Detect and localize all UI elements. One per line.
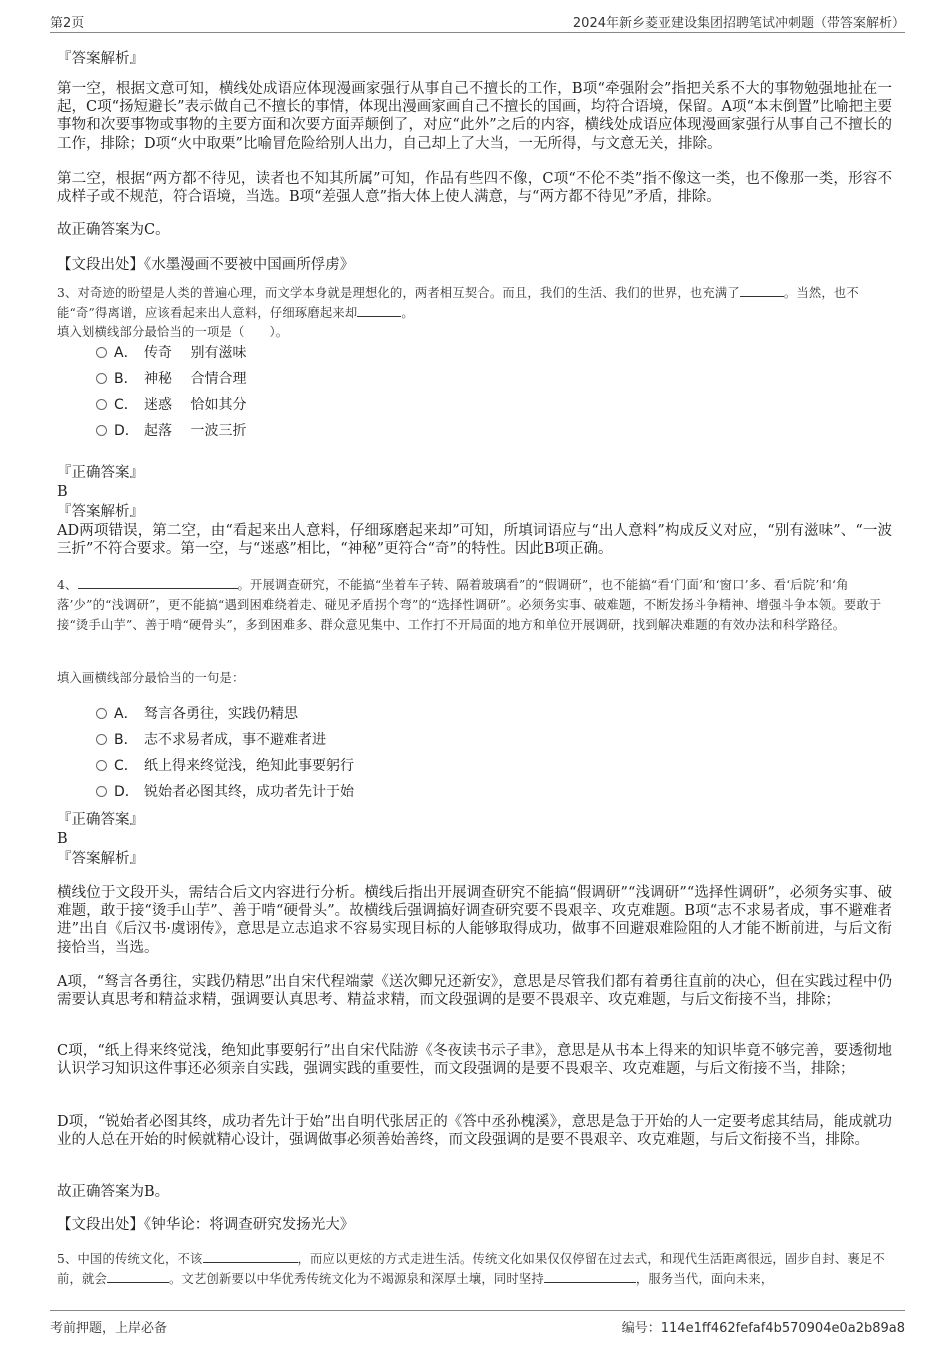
q2-source: 【文段出处】《水墨漫画不要被中国画所俘虏》 [57,257,355,273]
option-letter: A． [114,345,138,361]
q3-stem-text-1: 3、对奇迹的盼望是人类的普遍心理，而文学本身就是理想化的，两者相互契合。而且，我们的生活、我们的世界，也充满了 [57,286,740,300]
option-text: 迷惑 恰如其分 [144,397,247,413]
radio-icon[interactable] [96,786,107,797]
option-letter: C． [114,758,138,774]
q4-analysis-para2: A项，“驽言各勇往，实践仍精思”出自宋代程端蒙《送次卿兄还新安》，意思是尽管我们都有着勇往直前的决心，但在实践过程中仍需要认真思考和精益求精，强调要认真思考、精益求精，而文段强调的是要不畏艰辛、攻克难题，与后文衔接不当，排除； [57,974,892,1009]
q3-answer-label: 『正确答案』 [57,465,144,481]
page-number: 第2页 [50,16,85,31]
q3-answer: B [57,484,68,500]
q2-analysis-para1: 第一空，根据文意可知，横线处成语应体现漫画家强行从事自己不擅长的工作，B项“牵强附会”指把关系不大的事物勉强地扯在一起，C项“扬短避长”表示做自己不擅长的事情，体现出漫画家画自己不擅长的国画，均符合语境，保留。A项“本末倒置”比喻把主要事物和次要事物或事物的主要方面和次要方面弄颠倒了，对应“此外”之后的内容，横线处成语应体现漫画家强行从事自己不擅长的工作，排除；D项“火中取栗”比喻冒危险给别人出力，自己却上了大当，一无所得，与文意无关，排除。 [57,81,892,152]
option-letter: A． [114,706,138,722]
q3-stem-text-2: 。当然， [783,286,834,300]
q4-analysis-para3: C项，“纸上得来终觉浅，绝知此事要躬行”出自宋代陆游《冬夜读书示子聿》，意思是从书本上得来的知识毕竟不够完善，要透彻地认识学习知识这件事还必须亲自实践，强调实践的重要性，而文段强调的是要不畏艰辛、攻克难题，与后文衔接不当，排除； [57,1043,892,1078]
q5-stem [57,1249,892,1289]
q2-analysis-label: 『答案解析』 [57,51,144,67]
q4-option-a[interactable] [96,703,298,725]
q3-stem-text-4: 。 [401,306,414,320]
q4-answer: B [57,831,68,847]
q5-text-5: ，服务当代，面向未来， [635,1272,774,1286]
q4-stem [57,575,892,635]
option-text: 纸上得来终觉浅，绝知此事要躬行 [144,758,354,774]
radio-icon[interactable] [96,760,107,771]
q3-option-d[interactable] [96,420,246,442]
option-text: 起落 一波三折 [144,423,247,439]
page-footer [50,1310,905,1337]
q4-analysis-para1: 横线位于文段开头，需结合后文内容进行分析。横线后指出开展调查研究不能搞“假调研”“浅调研”“选择性调研”，必须务实事、破难题，敢于接“烫手山芋”、善于啃“硬骨头”。故横线后强调搞好调查研究要不畏艰辛、攻克难题。B项“志不求易者成，事不避难者进”出自《后汉书·虞诩传》，意思是立志追求不容易实现目标的人能够取得成功，做事不回避艰难险阻的人才能不断前进，与后文衔接恰当，当选。 [57,885,892,956]
q5-text-2: ，而应以更炫的方式走进生活。传统文化如果仅仅停留在过去式，和现代生活距离很远，固步自 [297,1252,823,1266]
option-letter: D． [114,423,139,439]
radio-icon[interactable] [96,734,107,745]
radio-icon[interactable] [96,373,107,384]
q4-source: 【文段出处】《钟华论：将调查研究发扬光大》 [57,1217,355,1233]
q5-text-3: 封、裹足不前，就会 [57,1252,885,1286]
footer-slogan: 考前押题，上岸必备 [50,1321,168,1336]
q4-option-b[interactable] [96,729,326,751]
q5-text-4: 。文艺创新要以中华优秀传统文化为不竭源泉和深厚土壤，同时坚持 [169,1272,544,1286]
q4-analysis-label: 『答案解析』 [57,851,144,867]
q4-answer-label: 『正确答案』 [57,812,144,828]
radio-icon[interactable] [96,347,107,358]
option-letter: D． [114,784,139,800]
q4-option-d[interactable] [96,781,354,803]
option-letter: B． [114,732,138,748]
q3-stem-text-3: 也不能“奇”得离谱，应该看起来出人意料，仔细琢磨起来却 [57,286,859,320]
q5-blank-3 [544,1270,636,1283]
q3-analysis-label: 『答案解析』 [57,504,144,520]
q3-stem [57,283,892,323]
page-header [50,10,905,33]
q3-prompt: 填入划横线部分最恰当的一项是（ ）。 [57,325,289,339]
document-title: 2024年新乡菱亚建设集团招聘笔试冲刺题（带答案解析） [572,16,905,31]
radio-icon[interactable] [96,425,107,436]
q3-blank-1 [740,284,784,297]
option-letter: B． [114,371,138,387]
radio-icon[interactable] [96,399,107,410]
q5-blank-1 [203,1250,298,1263]
q3-option-b[interactable] [96,368,246,390]
option-letter: C． [114,397,138,413]
option-text: 志不求易者成，事不避难者进 [144,732,326,748]
q2-conclusion: 故正确答案为C。 [57,222,170,238]
document-id: 编号：114e1ff462fefaf4b570904e0a2b89a8 [621,1321,905,1336]
q3-blank-2 [357,304,401,317]
option-text: 驽言各勇往，实践仍精思 [144,706,298,722]
q4-option-c[interactable] [96,755,354,777]
q5-text-1: 5、中国的传统文化，不该 [57,1252,203,1266]
option-text: 神秘 合情合理 [144,371,247,387]
q5-blank-2 [107,1270,169,1283]
q3-option-c[interactable] [96,394,246,416]
q4-number: 4、 [57,578,78,592]
q4-analysis-para4: D项，“锐始者必图其终，成功者先计于始”出自明代张居正的《答中丞孙槐溪》，意思是急于开始的人一定要考虑其结局，能成就功业的人总在开始的时候就精心设计，强调做事必须善始善终，而文段强调的是要不畏艰辛、攻克难题，与后文衔接不当，排除。 [57,1114,892,1149]
option-text: 传奇 别有滋味 [144,345,247,361]
q4-blank [78,576,238,589]
q4-stem-text: 。开展调查研究，不能搞“坐着车子转、隔着玻璃看”的“假调研”，也不能搞“看‘门面’和‘窗口’多、看‘后院’和‘角落’少”的“浅调研”，更不能搞“遇到困难绕着走、碰见矛盾拐个弯”的“选择性调研”。必须务实事、破难题，不断发扬斗争精神、增强斗争本领。要敢于接“烫手山芋”、善于啃“硬骨头”，多到困难多、群众意见集中、工作打不开局面的地方和单位开展调研，找到解决难题的有效办法和科学路径。 [57,578,882,632]
option-text: 锐始者必图其终，成功者先计于始 [144,784,354,800]
q4-conclusion: 故正确答案为B。 [57,1184,170,1200]
q2-analysis-para2: 第二空，根据“两方都不待见，读者也不知其所属”可知，作品有些四不像，C项“不伦不类”指不像这一类，也不像那一类，形容不成样子或不规范，符合语境，当选。B项“差强人意”指大体上使人满意，与“两方都不待见”矛盾，排除。 [57,171,892,206]
radio-icon[interactable] [96,708,107,719]
q3-analysis: AD两项错误，第二空，由“看起来出人意料，仔细琢磨起来却”可知，所填词语应与“出人意料”构成反义对应，“别有滋味”、“一波三折”不符合要求。第一空，与“迷惑”相比，“神秘”更符合“奇”的特性。因此B项正确。 [57,523,892,558]
q3-option-a[interactable] [96,342,246,364]
q4-prompt: 填入画横线部分最恰当的一句是： [57,671,245,685]
